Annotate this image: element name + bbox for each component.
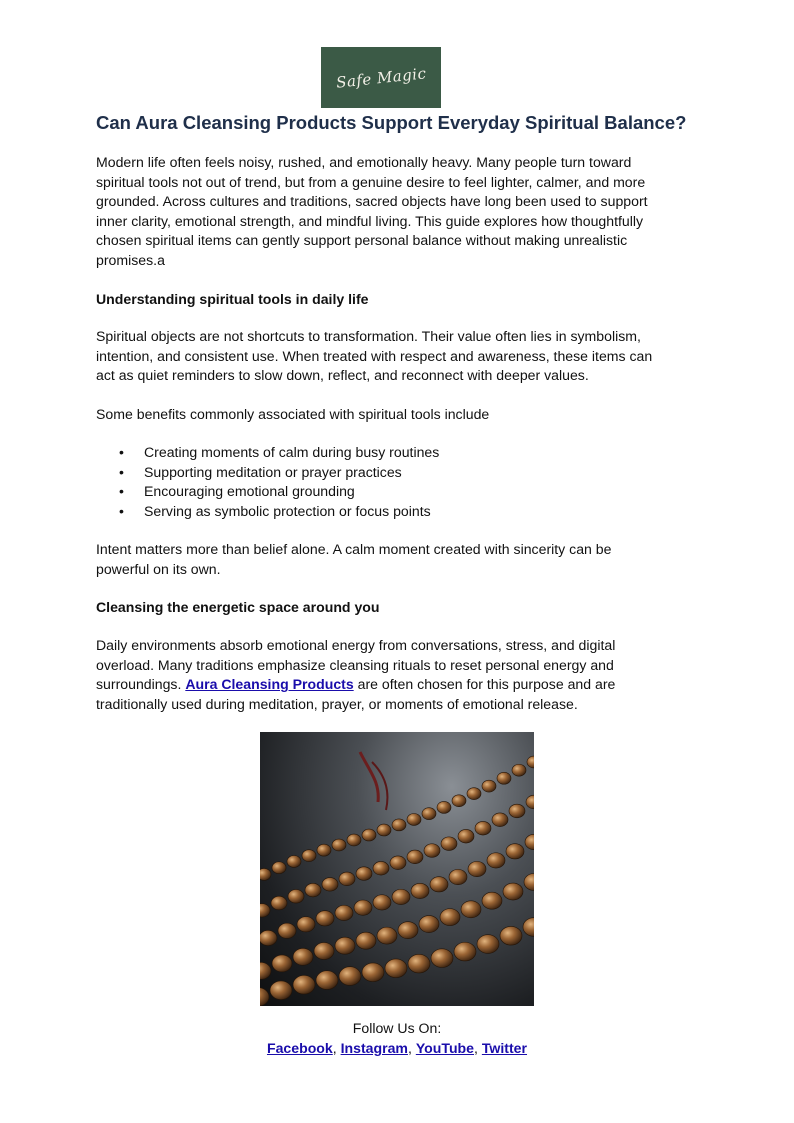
bead <box>390 856 406 870</box>
bead <box>503 883 523 900</box>
bead <box>509 804 525 818</box>
bead <box>260 988 269 1006</box>
bead <box>430 877 448 892</box>
list-item <box>96 443 696 463</box>
twitter-link[interactable]: Twitter <box>481 1040 528 1056</box>
intro-line: chosen spiritual items can gently support personal balance without making unrealistic <box>96 232 628 249</box>
list-item <box>96 482 696 502</box>
list-item <box>96 463 696 483</box>
bead <box>260 962 271 979</box>
bead <box>272 862 286 874</box>
paragraph-line: Intent matters more than belief alone. A calm moment created with sincerity can be <box>96 541 612 557</box>
intro-line: promises.a <box>96 251 165 268</box>
bead <box>260 930 277 945</box>
bead <box>270 981 292 1000</box>
bullet-icon: • <box>119 502 124 519</box>
beads-illustration <box>260 732 534 1006</box>
bead <box>500 926 522 945</box>
intent-paragraph <box>96 540 696 579</box>
bead <box>440 909 460 926</box>
section-heading-spiritual-tools: Understanding spiritual tools in daily life <box>96 291 369 307</box>
aura-cleansing-products-link[interactable]: Aura Cleansing Products <box>185 676 354 693</box>
separator: , <box>407 1040 416 1056</box>
paragraph-line: Spiritual objects are not shortcuts to transformation. Their value often lies in symbolism, <box>96 328 641 344</box>
paragraph-line: overload. Many traditions emphasize cleansing rituals to reset personal energy and <box>96 656 614 673</box>
prayer-beads-image <box>260 732 534 1006</box>
bead <box>293 948 313 965</box>
bullet-icon: • <box>119 463 124 480</box>
bead <box>487 853 505 868</box>
paragraph-text: are often chosen for this purpose and are <box>353 676 616 693</box>
bead <box>377 824 391 836</box>
bead <box>461 901 481 918</box>
bead <box>524 874 534 891</box>
bead <box>523 918 534 937</box>
bead <box>392 819 406 831</box>
section-heading-cleansing: Cleansing the energetic space around you <box>96 599 380 615</box>
page-title: Can Aura Cleansing Products Support Everyday Spiritual Balance? <box>96 112 687 133</box>
bead <box>335 937 355 954</box>
benefits-intro: Some benefits commonly associated with spiritual tools include <box>96 406 490 422</box>
bead <box>354 900 372 915</box>
bead <box>373 861 389 875</box>
bead <box>411 883 429 898</box>
paragraph-line: intention, and consistent use. When treated with respect and awareness, these items can <box>96 347 653 364</box>
bead <box>454 942 476 961</box>
bead <box>339 967 361 986</box>
bead <box>437 801 451 813</box>
bead <box>392 889 410 904</box>
facebook-link[interactable]: Facebook <box>266 1040 333 1056</box>
intro-paragraph <box>96 153 696 271</box>
bead <box>271 896 287 910</box>
bead <box>347 834 361 846</box>
bead <box>272 955 292 972</box>
list-item <box>96 502 696 522</box>
list-item-text: Serving as symbolic protection or focus points <box>144 502 431 519</box>
bead <box>278 923 296 938</box>
separator: , <box>474 1040 482 1056</box>
social-footer <box>0 1018 794 1058</box>
bead <box>260 868 271 880</box>
bead <box>293 975 315 994</box>
list-item-text: Supporting meditation or prayer practices <box>144 463 402 480</box>
bead <box>475 821 491 835</box>
intro-line: inner clarity, emotional strength, and mindful living. This guide explores how thoughtfully <box>96 212 644 229</box>
intro-line: spiritual tools not out of trend, but from a genuine desire to feel lighter, calmer, and more <box>96 173 646 190</box>
bead <box>373 895 391 910</box>
bead <box>408 954 430 973</box>
bead <box>482 780 496 792</box>
bead <box>332 839 346 851</box>
bead <box>449 869 467 884</box>
bead <box>287 855 301 867</box>
bead <box>512 764 526 776</box>
bead <box>297 917 315 932</box>
intro-line: grounded. Across cultures and traditions, sacred objects have long been used to support <box>96 193 648 210</box>
bead <box>314 942 334 959</box>
benefits-list <box>96 443 696 521</box>
bullet-icon: • <box>119 444 124 460</box>
bead <box>422 808 436 820</box>
paragraph-line: Daily environments absorb emotional energy from conversations, stress, and digital <box>96 637 616 653</box>
bead <box>316 971 338 990</box>
bead <box>356 932 376 949</box>
bead <box>339 872 355 886</box>
brand-logo <box>321 47 441 108</box>
bead <box>497 772 511 784</box>
bead <box>441 837 457 851</box>
bead <box>316 911 334 926</box>
bead <box>398 922 418 939</box>
bullet-icon: • <box>119 483 124 500</box>
follow-label: Follow Us On: <box>352 1020 442 1036</box>
bead <box>452 795 466 807</box>
bead <box>305 883 321 897</box>
list-item-text: Creating moments of calm during busy routines <box>144 444 440 460</box>
bead <box>482 892 502 909</box>
bead <box>385 959 407 978</box>
cleansing-paragraph <box>96 636 696 714</box>
youtube-link[interactable]: YouTube <box>415 1040 475 1056</box>
list-item-text: Encouraging emotional grounding <box>144 483 355 500</box>
bead <box>317 844 331 856</box>
bead <box>467 788 481 800</box>
bead <box>525 834 534 849</box>
bead <box>288 889 304 903</box>
paragraph-line: act as quiet reminders to slow down, reflect, and reconnect with deeper values. <box>96 367 589 384</box>
bead <box>407 813 421 825</box>
bead <box>322 878 338 892</box>
bead <box>506 844 524 859</box>
bead <box>492 813 508 827</box>
social-links <box>0 1038 794 1058</box>
bead <box>362 963 384 982</box>
bead <box>458 829 474 843</box>
bead <box>424 844 440 858</box>
bead <box>377 927 397 944</box>
bead <box>302 850 316 862</box>
bead <box>362 829 376 841</box>
paragraph-text: surroundings. <box>96 676 186 693</box>
bead <box>419 916 439 933</box>
paragraph-line: powerful on its own. <box>96 560 221 577</box>
separator: , <box>332 1040 341 1056</box>
spiritual-tools-paragraph <box>96 327 696 386</box>
bead <box>356 867 372 881</box>
bead <box>407 850 423 864</box>
bead <box>260 904 270 918</box>
bead <box>477 935 499 954</box>
paragraph-line: traditionally used during meditation, prayer, or moments of emotional release. <box>96 695 578 712</box>
bead <box>468 861 486 876</box>
intro-line: Modern life often feels noisy, rushed, and emotionally heavy. Many people turn toward <box>96 154 632 170</box>
logo-wordmark: Safe Magic <box>335 63 427 92</box>
bead <box>527 756 534 768</box>
bead <box>431 949 453 968</box>
bead <box>335 905 353 920</box>
bead <box>526 795 534 809</box>
instagram-link[interactable]: Instagram <box>340 1040 408 1056</box>
